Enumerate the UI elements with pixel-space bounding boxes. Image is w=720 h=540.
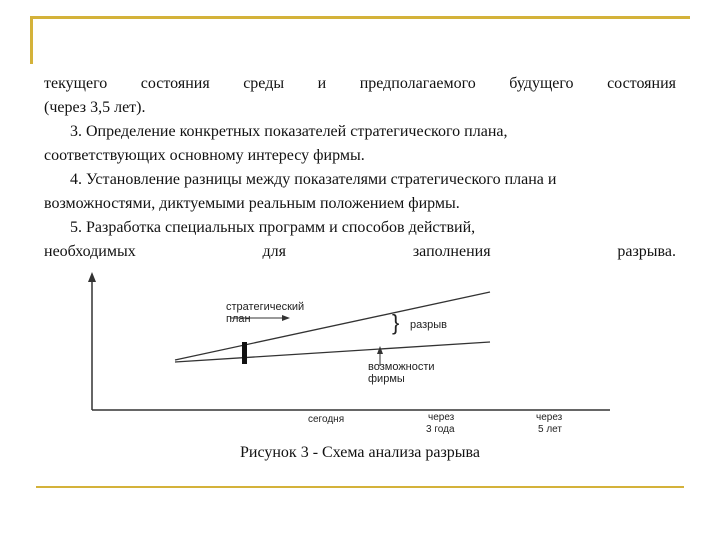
plan-arrow-head [282,315,290,321]
text-line-5: 4. Установление разницы между показателями стратегического плана и [70,171,557,188]
tick-today: сегодня [308,414,345,425]
frame-left-border [30,16,33,64]
text-line-2: (через 3,5 лет). [44,99,146,116]
text-line-6: возможностями, диктуемыми реальным положением фирмы. [44,195,460,212]
text-line-1: текущего состояния среды и предполагаемого будущего состояния [44,75,676,92]
document-text [44,72,676,264]
gap-brace: } [392,310,400,335]
capabilities-arrow-head [377,346,383,354]
text-line-8: необходимых для заполнения разрыва. [44,243,676,260]
frame-bottom-border [36,486,684,488]
gap-analysis-diagram [80,270,620,440]
text-line-3: 3. Определение конкретных показателей стратегического плана, [70,123,508,140]
y-axis-arrow [88,272,96,282]
tick-3y-1: через [428,412,455,423]
figure-caption: Рисунок 3 - Схема анализа разрыва [240,444,480,461]
tick-5y-1: через [536,412,563,423]
tick-5y-2: 5 лет [538,424,562,435]
capabilities-line [175,342,490,362]
label-capabilities-1: возможности [368,361,435,373]
frame-top-border [30,16,690,19]
today-marker [242,342,247,364]
text-line-4: соответствующих основному интересу фирмы. [44,147,365,164]
text-line-7: 5. Разработка специальных программ и способов действий, [70,219,476,236]
label-plan-2: план [226,313,251,325]
label-capabilities-2: фирмы [368,373,405,385]
label-gap: разрыв [410,319,448,331]
tick-3y-2: 3 года [426,424,455,435]
label-plan-1: стратегический [226,301,305,313]
